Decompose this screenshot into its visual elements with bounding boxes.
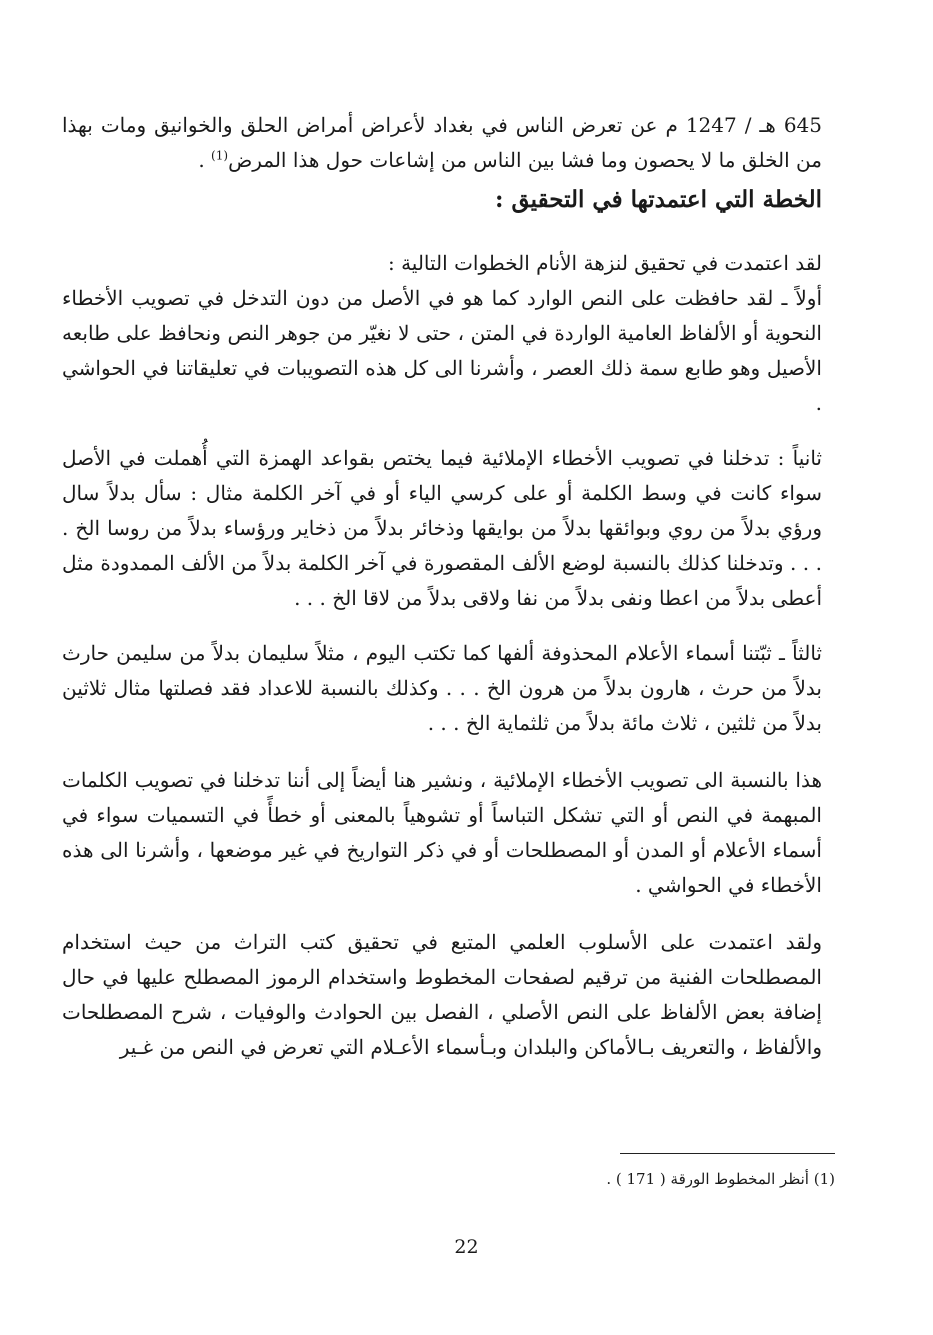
footnote: (1) أنظر المخطوط الورقة ( 171 ) . <box>606 1170 835 1188</box>
first-step-paragraph: أولاً ـ لقد حافظت على النص الوارد كما هو في الأصل من دون التدخل في تصويب الأخطاء النحوية أو الألفاظ العامية الواردة في المتن ، حتى لا نغيّر من جوهر النص ونحافظ على طابعه الأصيل وهو طابع سمة ذلك العصر ، وأشرنا الى كل هذه التصويبات في تعليقاتنا في الحواشي . <box>62 286 822 415</box>
spelling-note-paragraph: هذا بالنسبة الى تصويب الأخطاء الإملائية ، ونشير هنا أيضاً إلى أننا تدخلنا في تصويب الكلمات المبهمة في النص أو التي تشكل التباساً أو تشوهياً بالمعنى أو خطأً في التسميات سواء في أسماء الأعلام أو المدن أو المصطلحات أو في ذكر التواريخ في غير موضعها ، وأشرنا الى هذه الأخطاء في الحواشي . <box>62 768 822 897</box>
intro-paragraph <box>62 108 822 178</box>
body-text <box>62 108 822 1065</box>
lead-paragraph: لقد اعتمدت في تحقيق لنزهة الأنام الخطوات التالية : <box>387 251 822 275</box>
section-heading: الخطة التي اعتمدتها في التحقيق : <box>494 186 822 213</box>
footnote-separator <box>620 1153 835 1154</box>
second-step-paragraph: ثانياً : تدخلنا في تصويب الأخطاء الإملائية فيما يختص بقواعد الهمزة التي أُهملت في الأصل سواء كانت في وسط الكلمة أو على كرسي الياء أو في آخر الكلمة مثال : سأل بدلاً سال ورؤي بدلاً من روي وبوائقها بدلاً من بوايقها وذخائر بدلاً من ذخاير ورؤساء بدلاً من روسا الخ . . . . وتدخلنا كذلك بالنسبة لوضع الألف المقصورة في آخر الكلمة بدلاً من الألف الممدودة مثل أعطى بدلاً من اعطا ونفى بدلاً من نفا ولاقى بدلاً من لاقا الخ . . . <box>62 446 822 610</box>
method-paragraph: ولقد اعتمدت على الأسلوب العلمي المتبع في تحقيق كتب التراث من حيث استخدام المصطلحات الفنية من ترقيم لصفحات المخطوط واستخدام الرموز المصطلح عليها في حال إضافة بعض الألفاظ على النص الأصلي ، الفصل بين الحوادث والوفيات ، شرح المصطلحات والألفاظ ، والتعريف بـالأماكن والبلدان وبـأسماء الأعـلام التي تعرض في النص من غـير <box>62 930 822 1059</box>
page-number: 22 <box>454 1236 479 1258</box>
intro-end: . <box>198 148 212 172</box>
third-step-paragraph: ثالثاً ـ ثبّتنا أسماء الأعلام المحذوفة ألفها كما تكتب اليوم ، مثلاً سليمان بدلاً من سليمن حارث بدلاً من حرث ، هارون بدلاً من هرون الخ . . . وكذلك بالنسبة للاعداد فقد فصلتها مثال ثلاثين بدلاً من ثلثين ، ثلاث مائة بدلاً من ثلثماية الخ . . . <box>62 641 822 735</box>
footnote-reference: (1) <box>211 148 229 163</box>
intro-text: 645 هـ / 1247 م عن تعرض الناس في بغداد لأعراض أمراض الحلق والخوانيق ومات بهذا من الخلق ما لا يحصون وما فشا بين الناس من إشاعات حول هذا المرض <box>62 113 822 172</box>
